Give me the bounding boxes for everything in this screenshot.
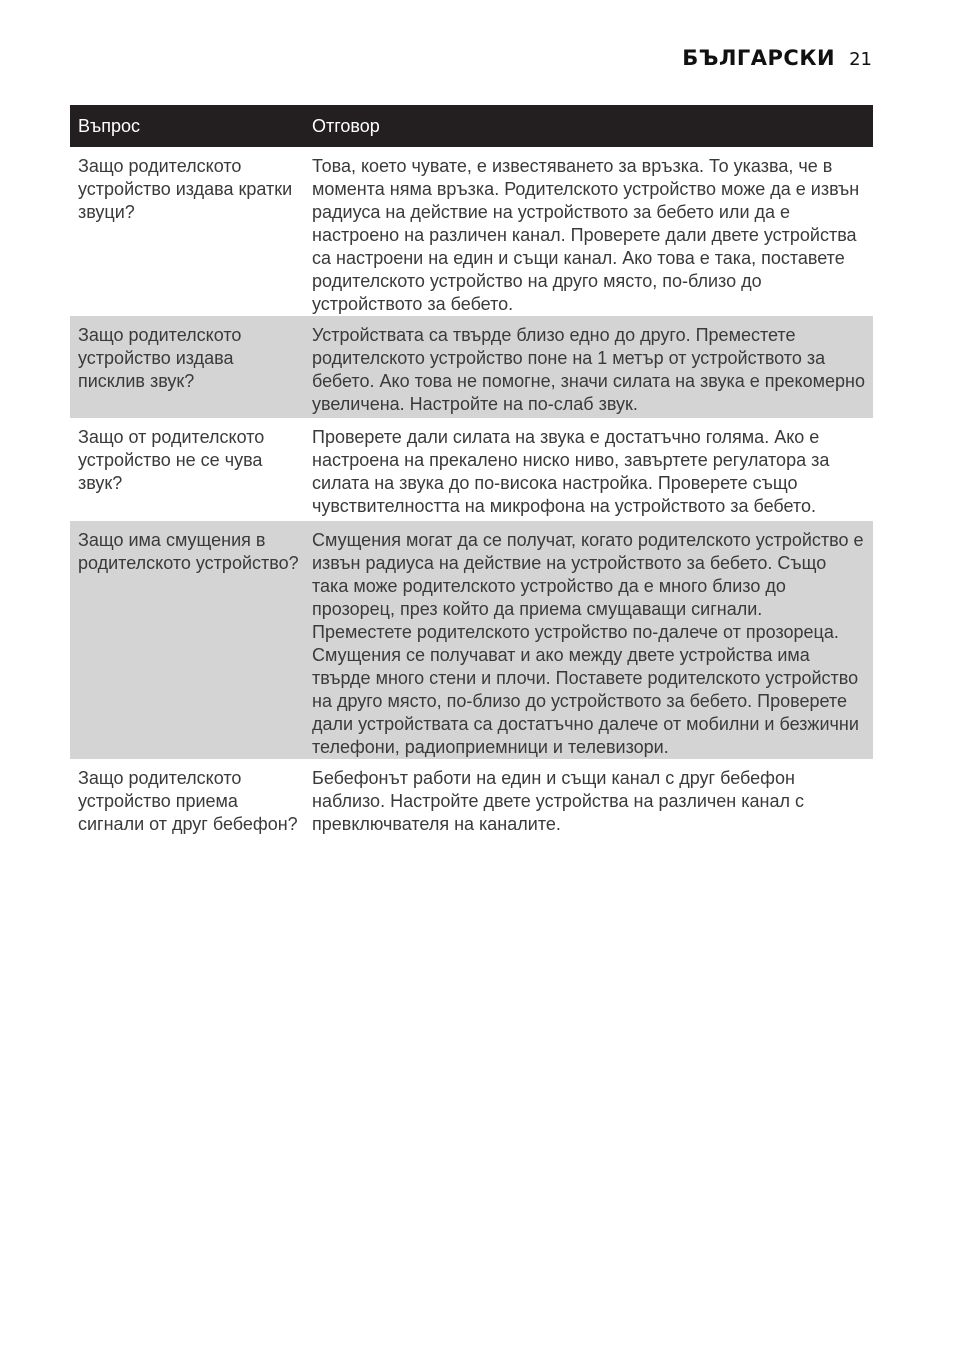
column-header-answer: Отговор [312, 115, 380, 136]
answer-cell: Бебефонът работи на един и същи канал с друг бебефон наблизо. Настройте двете устройства на различен канал с превключвателя на каналите. [312, 768, 804, 834]
question-cell: Защо родителското устройство издава кратки звуци? [78, 156, 293, 222]
table-row [70, 521, 873, 759]
answer-cell: Устройствата са твърде близо едно до друго. Преместете родителското устройство поне на 1 метър от устройството за бебето. Ако това не помогне, значи силата на звука е прекомерно увеличена. Настройте на по-слаб звук. [312, 325, 865, 414]
answer-cell: Проверете дали силата на звука е достатъчно голяма. Ако е настроена на прекалено ниско ниво, завъртете регулатора за силата на звука до по-висока настройка. Проверете също чувствителността на микрофона на устройството за бебето. [312, 427, 830, 516]
page-header [682, 46, 872, 70]
table-row [70, 759, 873, 869]
question-cell: Защо родителското устройство приема сигнали от друг бебефон? [78, 768, 298, 834]
table-header-row [70, 105, 873, 147]
question-cell: Защо родителското устройство издава писклив звук? [78, 325, 242, 391]
language-title: БЪЛГАРСКИ [682, 46, 836, 70]
table-row [70, 147, 873, 316]
page-number: 21 [849, 49, 872, 70]
column-header-question: Въпрос [78, 115, 141, 136]
answer-cell: Смущения могат да се получат, когато родителското устройство е извън радиуса на действие на устройството за бебето. Също така може родителското устройство да е много близо до прозорец, през който да приема смущаващи сигнали. Преместете родителското устройство по-далече от прозореца. Смущения се получават и ако между двете устройства има твърде много стени и плочи. Поставете родителското устройство на друго място, по-близо до устройството за бебето. Проверете дали устройствата са достатъчно далече от мобилни и безжични телефони, радиоприемници и телевизори. [312, 530, 864, 757]
table-row [70, 418, 873, 521]
answer-cell: Това, което чувате, е известяването за връзка. То указва, че в момента няма връзка. Родителското устройство може да е извън радиуса на действие на устройството за бебето или да е настроено на различен канал. Проверете дали двете устройства са настроени на един и същи канал. Ако това е така, поставете родителското устройство на друго място, по-близо до устройството за бебето. [312, 156, 860, 314]
troubleshooting-table [70, 105, 873, 869]
table-row [70, 316, 873, 418]
question-cell: Защо от родителското устройство не се чува звук? [78, 427, 265, 493]
question-cell: Защо има смущения в родителското устройство? [78, 530, 299, 573]
